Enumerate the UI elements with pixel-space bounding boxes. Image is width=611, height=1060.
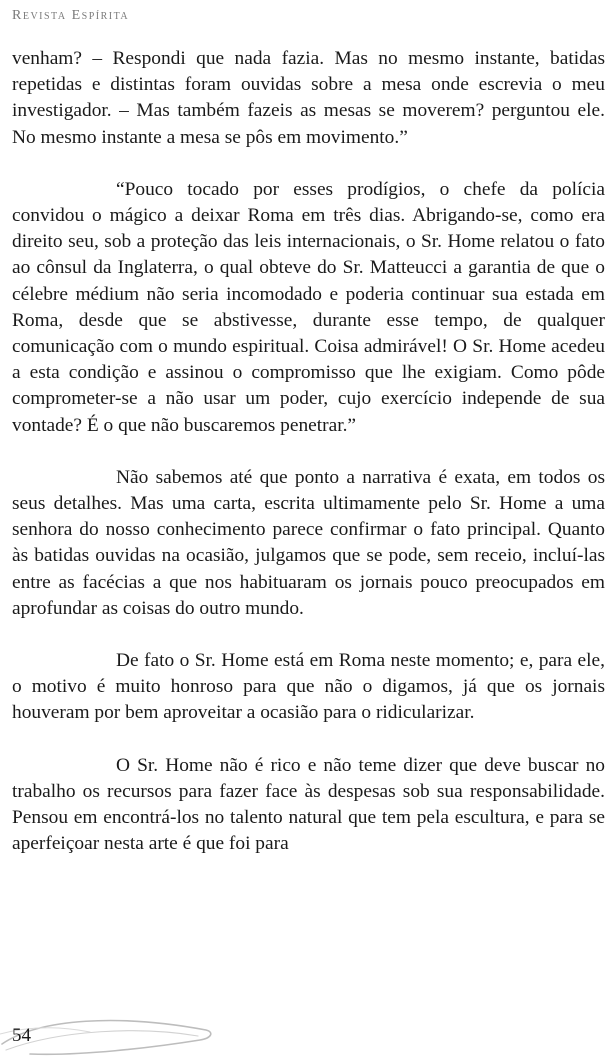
paragraph-2: “Pouco tocado por esses prodígios, o chefe da polícia convidou o mágico a deixar Roma em três dias. Abrigando-se, como era direito seu, sob a proteção das leis internacionais, o Sr. Home relatou o fato ao cônsul da Inglaterra, o qual obteve do Sr. Matteucci a garantia de que o célebre médium não seria incomodado e poderia continuar sua estada em Roma, desde que se abstivesse, durante esse tempo, de qualquer comunicação com o mundo espiritual. Coisa admirável! O Sr. Home acedeu a esta condição e assinou o compromisso que lhe exigiam. Como pôde comprometer-se a não usar um poder, cujo exercício independe de sua vontade? É o que não buscaremos penetrar.” bbox=[12, 178, 605, 436]
paragraph-5: O Sr. Home não é rico e não teme dizer que deve buscar no trabalho os recursos para fazer face às despesas sob sua responsabilidade. Pensou em encontrá-los no talento natural que tem pela escultura, e para se aperfeiçoar nesta arte é que foi para bbox=[12, 754, 605, 855]
page-number: 54 bbox=[12, 1025, 31, 1046]
swoosh-ornament-icon bbox=[0, 1004, 240, 1060]
paragraph-1: venham? – Respondi que nada fazia. Mas no mesmo instante, batidas repetidas e distintas foram ouvidas sobre a mesa onde escrevia o meu investigador. – Mas também fazeis as mesas se moverem? perguntou ele. No mesmo instante a mesa se pôs em movimento.” bbox=[12, 48, 605, 148]
body-text bbox=[12, 46, 605, 883]
paragraph-3: Não sabemos até que ponto a narrativa é exata, em todos os seus detalhes. Mas uma carta, escrita ultimamente pelo Sr. Home a uma senhora do nosso conhecimento parece confirmar o fato principal. Quanto às batidas ouvidas na ocasião, julgamos que se pode, sem receio, incluí-las entre as facécias a que nos habituaram os jornais pouco preocupados em aprofundar as coisas do outro mundo. bbox=[12, 466, 605, 619]
running-header: Revista Espírita bbox=[12, 8, 130, 23]
paragraph-4: De fato o Sr. Home está em Roma neste momento; e, para ele, o motivo é muito honroso para que não o digamos, já que os jornais houveram por bem aproveitar a ocasião para o ridicularizar. bbox=[12, 650, 605, 724]
